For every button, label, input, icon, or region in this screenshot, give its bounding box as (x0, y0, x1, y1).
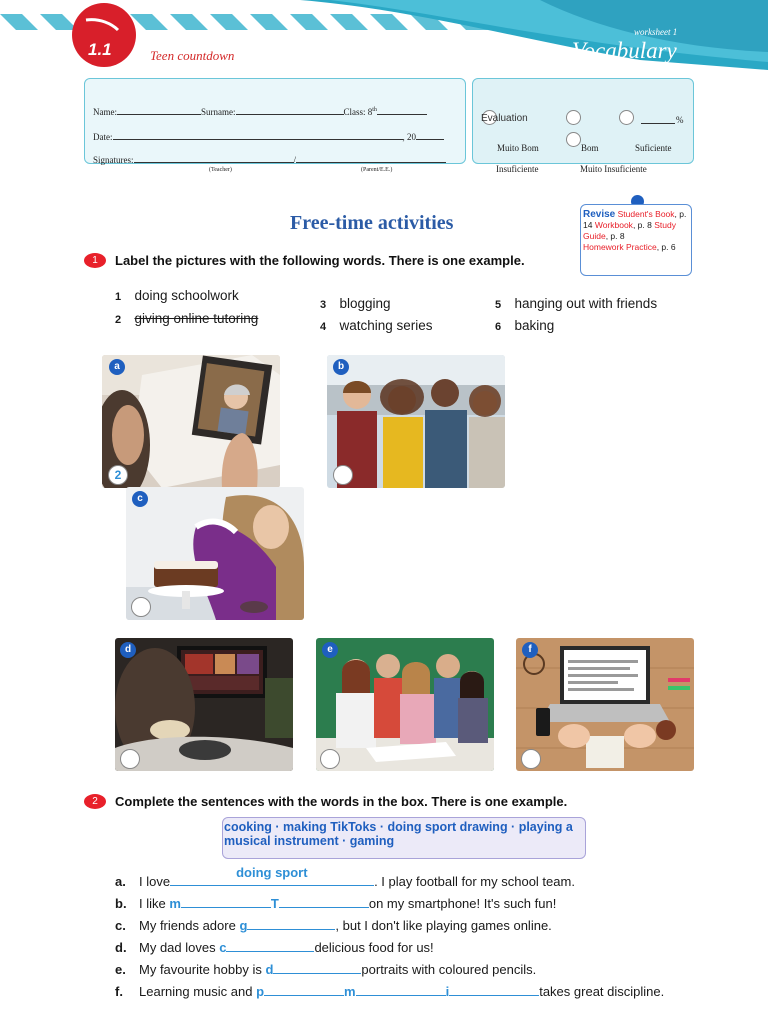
picture-e (316, 638, 494, 771)
sentence-a (115, 865, 575, 889)
sentence-letter: d. (115, 940, 127, 955)
sentence-pre: I like (139, 896, 170, 911)
word-text: baking (514, 318, 555, 333)
picture-e-illustration (316, 638, 494, 771)
eval-option-bom: Bom (581, 143, 599, 153)
year-field[interactable] (416, 139, 444, 140)
exercise-1-number: 1 (84, 253, 106, 268)
revise-line-4 (583, 242, 689, 253)
answer-blank-d[interactable] (226, 937, 314, 952)
revise-line-3 (583, 231, 689, 242)
unit-subtitle: Teen countdown (150, 48, 235, 63)
class-sup: th (372, 107, 377, 113)
word-box-line-2: musical instrument · gaming (224, 834, 395, 848)
hint-letter: m (169, 896, 181, 911)
year-label: , 20 (402, 132, 416, 142)
picture-f (516, 638, 694, 771)
revise-wb-page: , p. 8 (632, 220, 655, 230)
date-field[interactable] (113, 139, 403, 140)
hint-letter: p (256, 984, 265, 999)
answer-blank-f3[interactable] (449, 981, 539, 996)
parent-caption: (Parent/E.E.) (361, 167, 393, 173)
sentence-e (115, 959, 536, 977)
picture-a (102, 355, 280, 488)
revise-p14: 14 (583, 220, 595, 230)
revise-line-1 (583, 209, 689, 220)
picture-a-label: a (109, 359, 125, 375)
section-title: Vocabulary (572, 38, 677, 63)
sentence-pre: Learning music and (139, 984, 257, 999)
hint-letter: m (344, 984, 356, 999)
revise-label: Revise (583, 209, 616, 220)
class-label: Class: 8 (343, 107, 373, 117)
worksheet-label: worksheet 1 (634, 27, 678, 37)
sentence-post: . I play football for my school team. (374, 874, 575, 889)
picture-b (327, 355, 505, 488)
picture-b-label: b (333, 359, 349, 375)
word-text: watching series (339, 318, 433, 333)
revise-box (580, 204, 692, 276)
eval-radio-insuficiente[interactable] (566, 132, 581, 147)
name-field[interactable] (117, 114, 201, 115)
hint-letter: c (219, 940, 227, 955)
eval-spacer (482, 130, 497, 145)
answer-blank-a[interactable] (170, 865, 374, 886)
exercise-2-instruction: Complete the sentences with the words in the box. There is one example. (115, 794, 568, 809)
sentence-b (115, 893, 556, 911)
sentence-c (115, 915, 552, 933)
eval-option-suficiente: Suficiente (635, 143, 672, 153)
revise-wb: Workbook (594, 220, 633, 230)
sentence-post: on my smartphone! It's such fun! (368, 896, 557, 911)
signature-row (93, 155, 446, 165)
picture-f-answer[interactable] (521, 749, 541, 769)
evaluation-title: Evaluation (481, 113, 528, 124)
revise-sb-page: , p. (674, 209, 687, 219)
percent-sign: % (676, 115, 684, 125)
revise-guide-page: , p. 8 (605, 231, 625, 241)
unit-number: 1.1 (88, 40, 112, 59)
sentence-letter: f. (115, 984, 123, 999)
hint-letter: g (239, 918, 248, 933)
answer-blank-f1[interactable] (264, 981, 344, 996)
sentence-post: , but I don't like playing games online. (335, 918, 552, 933)
example-answer: doing sport (236, 865, 308, 880)
word-number: 2 (115, 314, 122, 326)
word-number: 5 (495, 299, 502, 311)
word-text: hanging out with friends (514, 296, 658, 311)
picture-a-illustration (102, 355, 280, 488)
word-item-2 (115, 310, 258, 328)
picture-d-answer[interactable] (120, 749, 140, 769)
revise-line-2 (583, 220, 689, 231)
picture-c (126, 487, 304, 620)
word-number: 1 (115, 291, 122, 303)
eval-radio-suficiente[interactable] (619, 110, 634, 125)
revise-guide: Guide (583, 231, 606, 241)
revise-sb: Student's Book (617, 209, 675, 219)
signatures-label: Signatures: (93, 155, 134, 165)
picture-d (115, 638, 293, 771)
picture-c-answer[interactable] (131, 597, 151, 617)
picture-d-label: d (120, 642, 136, 658)
name-row (93, 107, 427, 117)
student-info-box (84, 78, 466, 173)
parent-signature-field[interactable] (296, 162, 446, 163)
word-text: giving online tutoring (134, 311, 259, 326)
revise-hp: Homework Practice (583, 242, 657, 252)
worksheet-title: Free-time activities (290, 212, 454, 234)
word-number: 4 (320, 321, 327, 333)
word-item-1 (115, 287, 239, 305)
eval-option-muito-insuficiente: Muito Insuficiente (580, 164, 647, 174)
picture-b-answer[interactable] (333, 465, 353, 485)
name-label: Name: (93, 107, 117, 117)
answer-blank-c[interactable] (247, 915, 335, 930)
sentence-post: takes great discipline. (539, 984, 665, 999)
surname-label: Surname: (201, 107, 236, 117)
picture-d-illustration (115, 638, 293, 771)
sentence-f (115, 981, 664, 999)
sentence-post: portraits with coloured pencils. (361, 962, 537, 977)
date-label: Date: (93, 132, 113, 142)
sentence-d (115, 937, 434, 955)
word-item-6 (495, 317, 554, 335)
hint-letter: d (265, 962, 274, 977)
hint-letter: i (445, 984, 450, 999)
teacher-caption: (Teacher) (209, 167, 232, 173)
revise-sg: Study (654, 220, 676, 230)
picture-c-label: c (132, 491, 148, 507)
exercise-1-instruction: Label the pictures with the following words. There is one example. (115, 253, 525, 268)
word-number: 3 (320, 299, 327, 311)
picture-f-label: f (522, 642, 538, 658)
sentence-letter: a. (115, 874, 126, 889)
teacher-signature-field[interactable] (134, 162, 294, 163)
picture-b-illustration (327, 355, 505, 488)
picture-c-illustration (126, 487, 304, 620)
picture-e-answer[interactable] (320, 749, 340, 769)
eval-radio-bom[interactable] (566, 110, 581, 125)
sentence-pre: My dad loves (139, 940, 220, 955)
sentence-letter: e. (115, 962, 126, 977)
answer-blank-e[interactable] (273, 959, 361, 974)
word-box (222, 817, 586, 859)
answer-blank-f2[interactable] (356, 981, 446, 996)
revise-hp-page: , p. 6 (656, 242, 676, 252)
eval-option-insuficiente: Insuficiente (496, 164, 539, 174)
sentence-letter: c. (115, 918, 126, 933)
picture-f-illustration (516, 638, 694, 771)
answer-blank-b2[interactable] (279, 893, 369, 908)
word-item-5 (495, 295, 657, 313)
word-text: blogging (339, 296, 391, 311)
evaluation-box (472, 78, 694, 164)
sentence-pre: My friends adore (139, 918, 240, 933)
eval-option-muito-bom: Muito Bom (497, 143, 539, 153)
word-item-4 (320, 317, 433, 335)
signature-slash: / (293, 155, 297, 165)
word-text: doing schoolwork (134, 288, 239, 303)
sentence-pre: My favourite hobby is (139, 962, 266, 977)
sentence-letter: b. (115, 896, 127, 911)
picture-a-answer[interactable]: 2 (108, 465, 128, 485)
word-number: 6 (495, 321, 502, 333)
exercise-2-number: 2 (84, 794, 106, 809)
hint-letter: T (270, 896, 279, 911)
percent-field[interactable] (641, 113, 675, 124)
word-item-3 (320, 295, 391, 313)
class-field[interactable] (377, 114, 427, 115)
answer-blank-b1[interactable] (181, 893, 271, 908)
sentence-pre: I love (139, 874, 171, 889)
date-row (93, 132, 444, 142)
surname-field[interactable] (236, 114, 344, 115)
sentence-post: delicious food for us! (314, 940, 434, 955)
picture-e-label: e (322, 642, 338, 658)
word-box-line-1: cooking · making TikToks · doing sport drawing · playing a (224, 820, 573, 834)
